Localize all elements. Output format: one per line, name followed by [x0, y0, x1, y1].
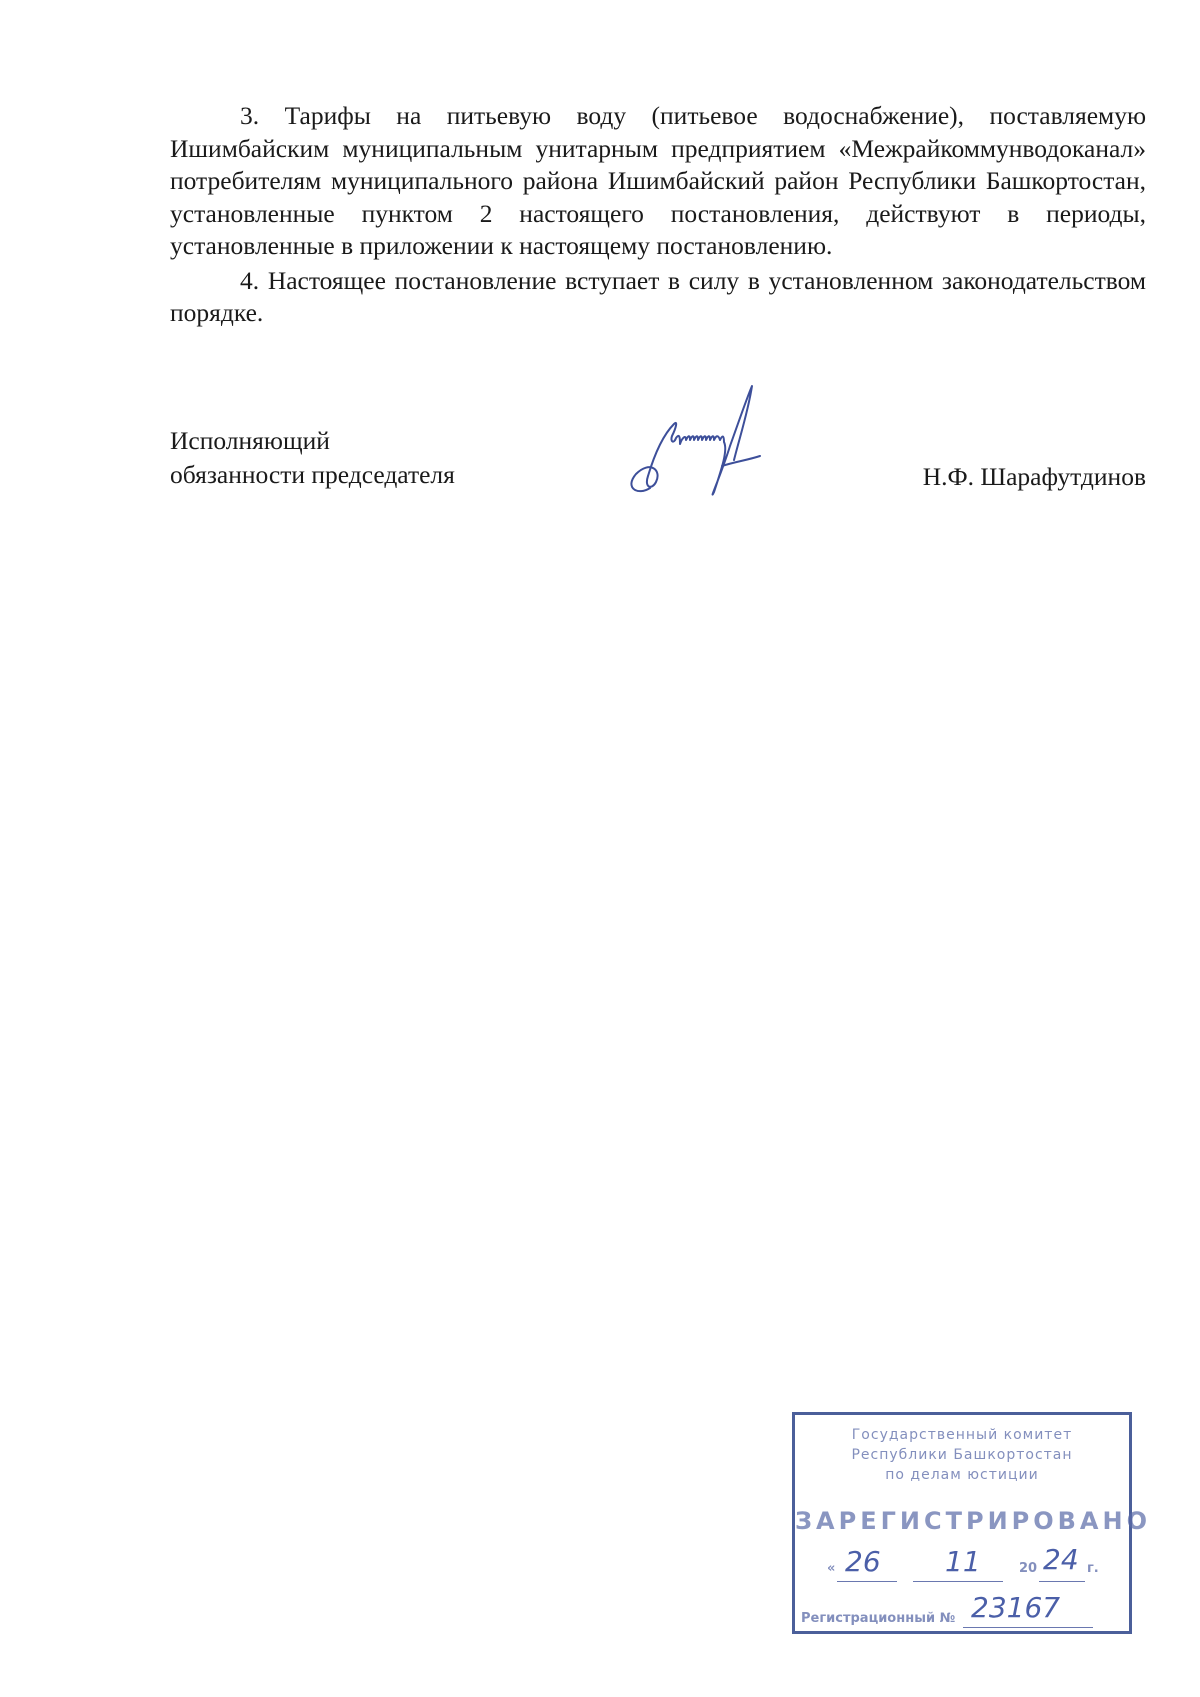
signatory-name: Н.Ф. Шарафутдинов: [922, 462, 1146, 491]
paragraph-4: [170, 265, 1146, 330]
paragraph-number: 3.: [240, 101, 260, 130]
stamp-reg-number: 23167: [971, 1591, 1061, 1624]
stamp-reg-underline: [963, 1627, 1093, 1628]
signatory-title-line1: Исполняющий: [170, 426, 330, 455]
document-body: [170, 100, 1146, 332]
paragraph-text: Настоящее постановление вступает в силу в установленном законодательством порядке.: [170, 265, 1146, 327]
stamp-month-underline: [913, 1581, 1003, 1582]
registration-stamp: [792, 1412, 1151, 1634]
stamp-day: 26: [845, 1545, 881, 1578]
stamp-day-underline: [837, 1581, 897, 1582]
stamp-quote-open: «: [827, 1561, 836, 1576]
paragraph-text: Тарифы на питьевую воду (питьевое водоснабжение), поставляемую Ишимбайским муниципальным унитарным предприятием «Межрайкоммунводоканал» потребителям муниципального района Ишимбайский район Республики Башкортостан, установленные пунктом 2 настоящего постановления, действуют в периоды, установленные в приложении к настоящему постановлению.: [170, 101, 1146, 260]
stamp-reg-label: Регистрационный №: [801, 1611, 956, 1626]
stamp-year-underline: [1039, 1581, 1085, 1582]
stamp-month: 11: [945, 1545, 981, 1578]
paragraph-3: [170, 100, 1146, 263]
stamp-line-2: Республики Башкортостан: [851, 1447, 1073, 1463]
stamp-line-1: Государственный комитет: [851, 1427, 1073, 1443]
stamp-registered: ЗАРЕГИСТРИРОВАНО: [795, 1507, 1151, 1535]
handwritten-signature: [610, 384, 780, 514]
stamp-line-3: по делам юстиции: [885, 1467, 1039, 1483]
signature-block: [170, 424, 1146, 534]
signatory-title: [170, 424, 455, 492]
paragraph-number: 4.: [240, 265, 260, 295]
stamp-year: 24: [1043, 1543, 1079, 1576]
signatory-title-line2: обязанности председателя: [170, 460, 455, 489]
stamp-year-prefix: 20: [1019, 1561, 1038, 1576]
stamp-year-suffix: г.: [1087, 1561, 1099, 1576]
